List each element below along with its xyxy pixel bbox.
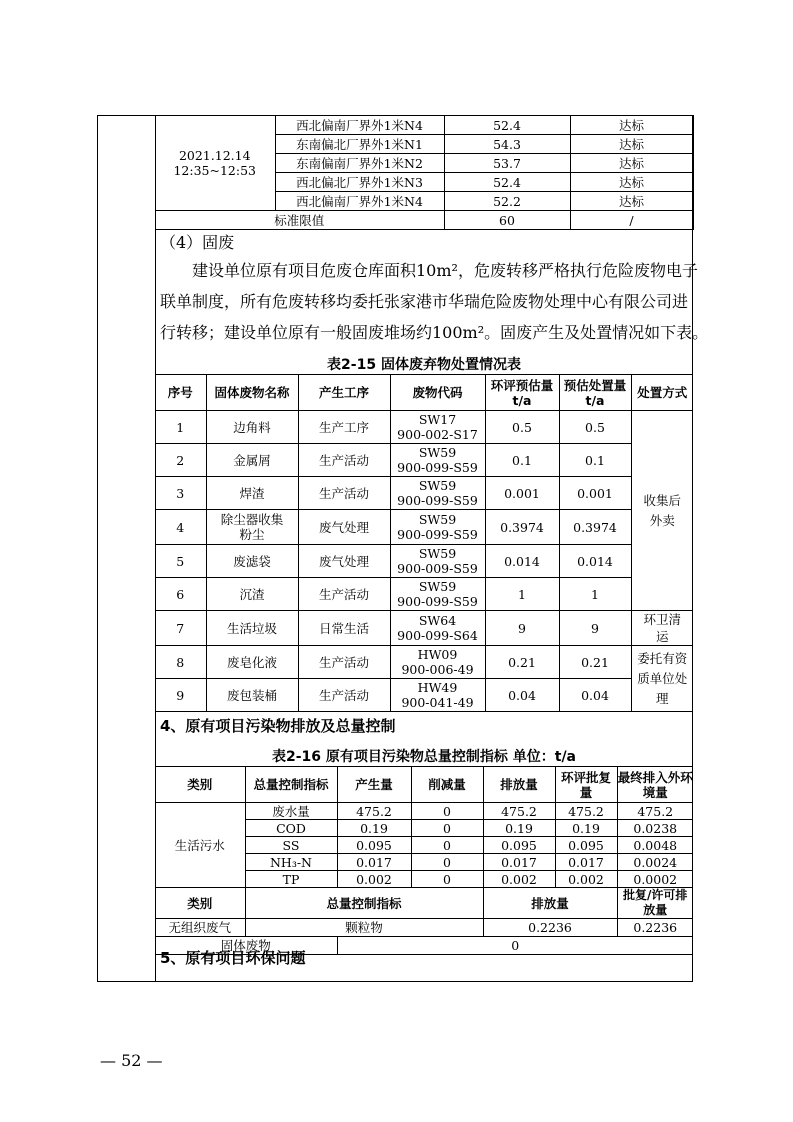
water-indicator: TP	[245, 871, 337, 888]
row-process: 日常生活	[298, 611, 390, 646]
row-process: 废气处理	[298, 510, 390, 545]
table-2-15-caption: 表2-15 固体废弃物处置情况表	[327, 357, 521, 373]
water-final: 0.0048	[617, 837, 693, 854]
limit-result: /	[570, 211, 693, 230]
category-water: 生活污水	[155, 803, 245, 888]
water-reduced: 0	[411, 820, 483, 837]
row-est: 0.5	[559, 411, 631, 444]
row-no: 9	[155, 679, 206, 712]
col-header-reduced: 削减量	[411, 767, 483, 803]
row-est: 0.04	[559, 679, 631, 712]
water-produced: 0.19	[337, 820, 411, 837]
row-code: SW17 900-002-S17	[390, 411, 485, 444]
row-code: SW64 900-099-S64	[390, 611, 485, 646]
page-number: — 52 —	[100, 1051, 163, 1070]
noise-result: 达标	[570, 192, 693, 211]
noise-result: 达标	[570, 116, 693, 135]
water-produced: 0.017	[337, 854, 411, 871]
noise-table	[155, 115, 694, 230]
row-est: 1	[559, 578, 631, 611]
water-approved: 0.017	[555, 854, 617, 871]
solid-waste-line-3: 行转移；建设单位原有一般固废堆场约100m²。固废产生及处置情况如下表。	[160, 323, 709, 342]
row-process: 生产活动	[298, 578, 390, 611]
row-est: 9	[559, 611, 631, 646]
water-approved: 475.2	[555, 803, 617, 820]
row-eia: 0.1	[485, 444, 559, 477]
table-2-16-caption: 表2-16 原有项目污染物总量控制指标 单位：t/a	[271, 749, 577, 765]
col-header-est: 预估处置量t/a	[559, 375, 631, 411]
water-indicator: SS	[245, 837, 337, 854]
noise-value: 52.2	[444, 192, 570, 211]
row-process: 生产活动	[298, 444, 390, 477]
method-group-1: 收集后外卖	[631, 411, 693, 611]
row-est: 0.3974	[559, 510, 631, 545]
noise-location: 西北偏南厂界外1米N4	[275, 116, 444, 135]
gas-emitted: 0.2236	[483, 919, 617, 937]
sub-header-permit: 批复/许可排放量	[617, 888, 693, 919]
row-eia: 0.3974	[485, 510, 559, 545]
row-name: 沉渣	[206, 578, 298, 611]
table-2-16	[155, 766, 693, 955]
row-no: 4	[155, 510, 206, 545]
row-code: HW49 900-041-49	[390, 679, 485, 712]
col-header-code: 废物代码	[390, 375, 485, 411]
gas-indicator: 颗粒物	[245, 919, 483, 937]
water-reduced: 0	[411, 803, 483, 820]
water-produced: 0.002	[337, 871, 411, 888]
row-name: 废包装桶	[206, 679, 298, 712]
water-produced: 0.095	[337, 837, 411, 854]
noise-value: 52.4	[444, 116, 570, 135]
section-4-title: 4、原有项目污染物排放及总量控制	[160, 717, 396, 735]
row-code: SW59 900-099-S59	[390, 477, 485, 510]
col-header-approved: 环评批复量	[555, 767, 617, 803]
row-eia: 0.014	[485, 545, 559, 578]
method-group-2: 环卫清运	[631, 611, 693, 646]
solid-waste-title: （4）固废	[160, 233, 235, 252]
row-process: 生产工序	[298, 411, 390, 444]
noise-result: 达标	[570, 154, 693, 173]
row-process: 废气处理	[298, 545, 390, 578]
col-header-produced: 产生量	[337, 767, 411, 803]
row-code: SW59 900-099-S59	[390, 444, 485, 477]
row-name: 边角料	[206, 411, 298, 444]
row-no: 8	[155, 646, 206, 679]
water-reduced: 0	[411, 871, 483, 888]
row-eia: 9	[485, 611, 559, 646]
water-approved: 0.19	[555, 820, 617, 837]
col-header-eia: 环评预估量t/a	[485, 375, 559, 411]
row-no: 7	[155, 611, 206, 646]
noise-value: 52.4	[444, 173, 570, 192]
water-final: 475.2	[617, 803, 693, 820]
noise-location: 西北偏南厂界外1米N4	[275, 192, 444, 211]
row-eia: 0.04	[485, 679, 559, 712]
date-cell: 2021.12.14 12:35~12:53	[155, 116, 275, 211]
col-header-method: 处置方式	[631, 375, 693, 411]
row-eia: 0.5	[485, 411, 559, 444]
row-no: 1	[155, 411, 206, 444]
water-emitted: 475.2	[483, 803, 555, 820]
row-code: SW59 900-099-S59	[390, 510, 485, 545]
limit-label: 标准限值	[155, 211, 444, 230]
row-eia: 0.21	[485, 646, 559, 679]
row-code: HW09 900-006-49	[390, 646, 485, 679]
water-emitted: 0.002	[483, 871, 555, 888]
solid-label: 固体废物	[155, 937, 337, 955]
water-emitted: 0.19	[483, 820, 555, 837]
water-approved: 0.002	[555, 871, 617, 888]
water-produced: 475.2	[337, 803, 411, 820]
row-name: 废滤袋	[206, 545, 298, 578]
row-est: 0.014	[559, 545, 631, 578]
row-est: 0.1	[559, 444, 631, 477]
col-header-no: 序号	[155, 375, 206, 411]
col-header-emitted: 排放量	[483, 767, 555, 803]
noise-result: 达标	[570, 135, 693, 154]
row-name: 生活垃圾	[206, 611, 298, 646]
row-est: 0.001	[559, 477, 631, 510]
row-process: 生产活动	[298, 646, 390, 679]
sub-header-indicator: 总量控制指标	[245, 888, 483, 919]
section-5-title: 5、原有项目环保问题	[160, 949, 306, 967]
water-final: 0.0238	[617, 820, 693, 837]
solid-value: 0	[337, 937, 693, 955]
noise-value: 54.3	[444, 135, 570, 154]
sub-header-category: 类别	[155, 888, 245, 919]
table-2-15	[155, 374, 693, 712]
noise-value: 53.7	[444, 154, 570, 173]
water-indicator: COD	[245, 820, 337, 837]
noise-location: 东南偏北厂界外1米N1	[275, 135, 444, 154]
gas-category: 无组织废气	[155, 919, 245, 937]
row-no: 5	[155, 545, 206, 578]
noise-result: 达标	[570, 173, 693, 192]
row-no: 2	[155, 444, 206, 477]
water-final: 0.0002	[617, 871, 693, 888]
row-process: 生产活动	[298, 477, 390, 510]
water-final: 0.0024	[617, 854, 693, 871]
noise-location: 东南偏南厂界外1米N2	[275, 154, 444, 173]
water-emitted: 0.017	[483, 854, 555, 871]
row-eia: 0.001	[485, 477, 559, 510]
row-code: SW59 900-009-S59	[390, 545, 485, 578]
noise-location: 西北偏北厂界外1米N3	[275, 173, 444, 192]
limit-value: 60	[444, 211, 570, 230]
row-name: 焊渣	[206, 477, 298, 510]
method-group-3: 委托有资质单位处理	[631, 646, 693, 712]
water-approved: 0.095	[555, 837, 617, 854]
row-name: 金属屑	[206, 444, 298, 477]
sub-header-emitted: 排放量	[483, 888, 617, 919]
row-eia: 1	[485, 578, 559, 611]
water-reduced: 0	[411, 837, 483, 854]
solid-waste-line-2: 联单制度，所有危废转移均委托张家港市华瑞危险废物处理中心有限公司进	[160, 292, 689, 311]
water-emitted: 0.095	[483, 837, 555, 854]
row-process: 生产活动	[298, 679, 390, 712]
row-code: SW59 900-099-S59	[390, 578, 485, 611]
solid-waste-line-1: 建设单位原有项目危废仓库面积10m²，危废转移严格执行危险废物电子	[192, 261, 698, 280]
col-header-category: 类别	[155, 767, 245, 803]
row-no: 6	[155, 578, 206, 611]
gas-permit: 0.2236	[617, 919, 693, 937]
row-no: 3	[155, 477, 206, 510]
col-header-name: 固体废物名称	[206, 375, 298, 411]
water-indicator: NH₃-N	[245, 854, 337, 871]
water-reduced: 0	[411, 854, 483, 871]
row-name: 废皂化液	[206, 646, 298, 679]
col-header-process: 产生工序	[298, 375, 390, 411]
col-header-final: 最终排入外环境量	[617, 767, 693, 803]
row-name: 除尘器收集粉尘	[206, 510, 298, 545]
col-header-indicator: 总量控制指标	[245, 767, 337, 803]
row-est: 0.21	[559, 646, 631, 679]
water-indicator: 废水量	[245, 803, 337, 820]
